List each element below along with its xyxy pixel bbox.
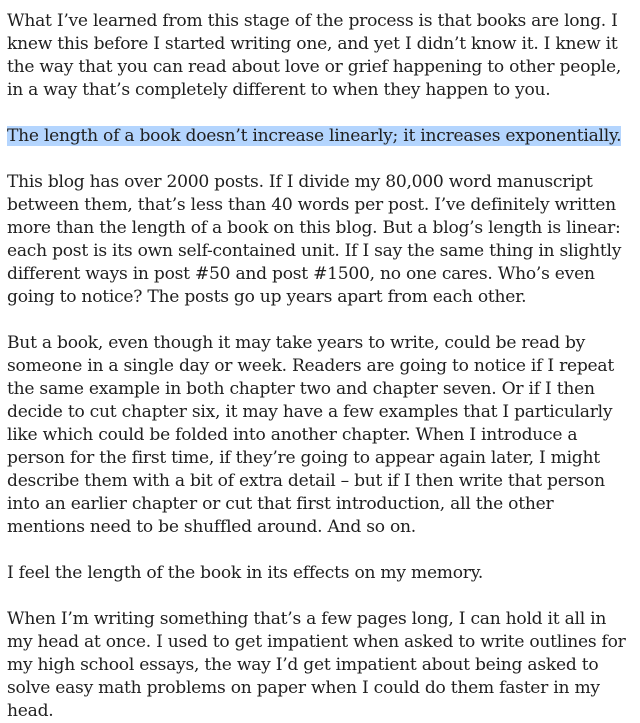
text-selection-highlight[interactable]: The length of a book doesn’t increase linearly; it increases exponentially. (7, 126, 622, 146)
paragraph-highlighted-thesis (7, 125, 636, 148)
paragraph-short-writing: When I’m writing something that’s a few pages long, I can hold it all in my head at once. I used to get impatient when asked to write outlines for my high school essays, the way I’d get impatient about being asked to solve easy math problems on paper when I could do them faster in my head. (7, 609, 626, 721)
paragraph-book-read-quickly: But a book, even though it may take years to write, could be read by someone in a single day or week. Readers are going to notice if I repeat the same example in both chapter two and chapter seven. Or if I then decide to cut chapter six, it may have a few examples that I particularly like which could be folded into another chapter. When I introduce a person for the first time, if they’re going to appear again later, I might describe them with a bit of extra detail – but if I then write that person into an earlier chapter or cut that first introduction, all the other mentions need to be shuffled around. And so on. (7, 333, 614, 537)
paragraph-memory: I feel the length of the book in its effects on my memory. (7, 563, 484, 583)
paragraph-blog-length: This blog has over 2000 posts. If I divide my 80,000 word manuscript between them, that’s less than 40 words per post. I’ve definitely written more than the length of a book on this blog. But a blog’s length is linear: each post is its own self-contained unit. If I say the same thing in slightly different ways in post #50 and post #1500, no one cares. Who’s even going to notice? The posts go up years apart from each other. (7, 172, 622, 307)
paragraph-books-are-long: What I’ve learned from this stage of the process is that books are long. I knew this before I started writing one, and yet I didn’t know it. I knew it the way that you can read about love or grief happening to other people, in a way that’s completely different to when they happen to you. (7, 11, 622, 100)
